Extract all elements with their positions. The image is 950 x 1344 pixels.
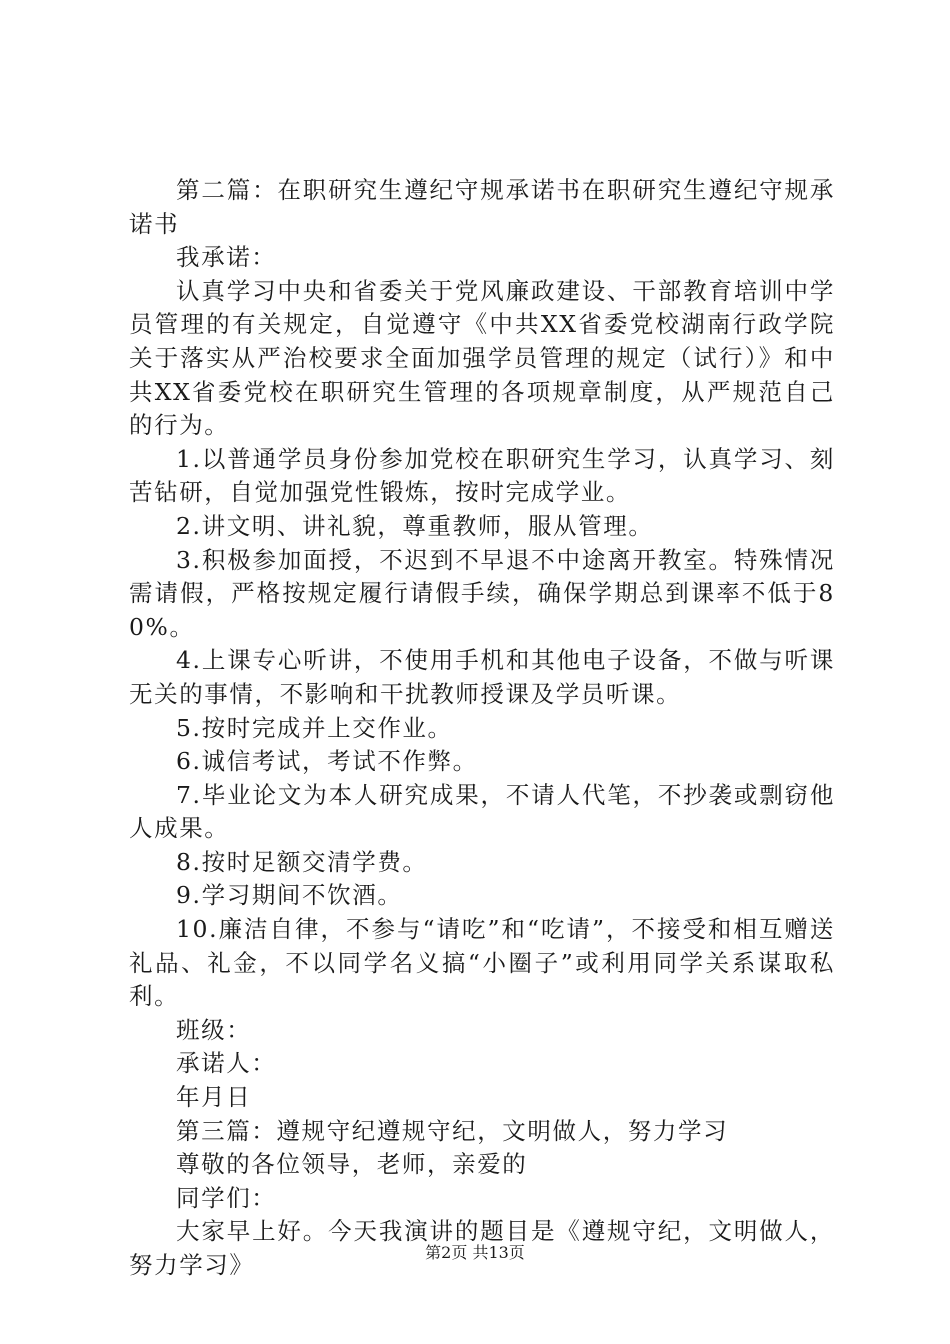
pledge-item: 8.按时足额交清学费。 xyxy=(176,847,428,876)
speech-opening: 大家早上好。今天我演讲的题目是《遵规守纪，文明做人，努力学习》 xyxy=(129,1217,835,1279)
page-number-footer: 第2页 共13页 xyxy=(425,1243,525,1262)
pledge-item: 3.积极参加面授，不迟到不早退不中途离开教室。特殊情况需请假，严格按规定履行请假手续，确保学期总到课率不低于80%。 xyxy=(129,545,835,641)
pledge-item: 1.以普通学员身份参加党校在职研究生学习，认真学习、刻苦钻研，自觉加强党性锻炼，按时完成学业。 xyxy=(129,444,835,507)
speech-salutation: 尊敬的各位领导，老师，亲爱的 xyxy=(176,1150,528,1179)
pledge-preamble: 认真学习中央和省委关于党风廉政建设、干部教育培训中学员管理的有关规定，自觉遵守《中共XX省委党校湖南行政学院关于落实从严治校要求全面加强学员管理的规定（试行）》和中共XX省委党校在职研究生管理的各项规章制度，从严规范自己的行为。 xyxy=(129,276,835,440)
pledge-item: 9.学习期间不饮酒。 xyxy=(176,881,403,910)
pledge-item: 6.诚信考试，考试不作弊。 xyxy=(176,747,478,776)
pledge-item: 10.廉洁自律，不参与“请吃”和“吃请”，不接受和相互赠送礼品、礼金，不以同学名义搞“小圈子”或利用同学关系谋取私利。 xyxy=(129,915,835,1011)
pledge-item: 2.讲文明、讲礼貌，尊重教师，服从管理。 xyxy=(176,511,654,540)
signer-field-label: 承诺人： xyxy=(176,1049,277,1078)
pledge-item: 4.上课专心听讲，不使用手机和其他电子设备，不做与听课无关的事情，不影响和干扰教师授课及学员听课。 xyxy=(129,646,835,708)
pledge-item: 5.按时完成并上交作业。 xyxy=(176,713,453,742)
section-heading-2: 第二篇：在职研究生遵纪守规承诺书在职研究生遵纪守规承诺书 xyxy=(129,176,835,238)
pledge-intro: 我承诺： xyxy=(176,243,277,272)
class-field-label: 班级： xyxy=(176,1015,252,1044)
section-heading-3: 第三篇：遵规守纪遵规守纪，文明做人，努力学习 xyxy=(176,1116,729,1145)
pledge-item: 7.毕业论文为本人研究成果，不请人代笔，不抄袭或剽窃他人成果。 xyxy=(129,780,835,843)
date-field-label: 年月日 xyxy=(176,1083,252,1112)
speech-salutation-cont: 同学们： xyxy=(176,1183,277,1212)
document-body xyxy=(129,174,835,1283)
